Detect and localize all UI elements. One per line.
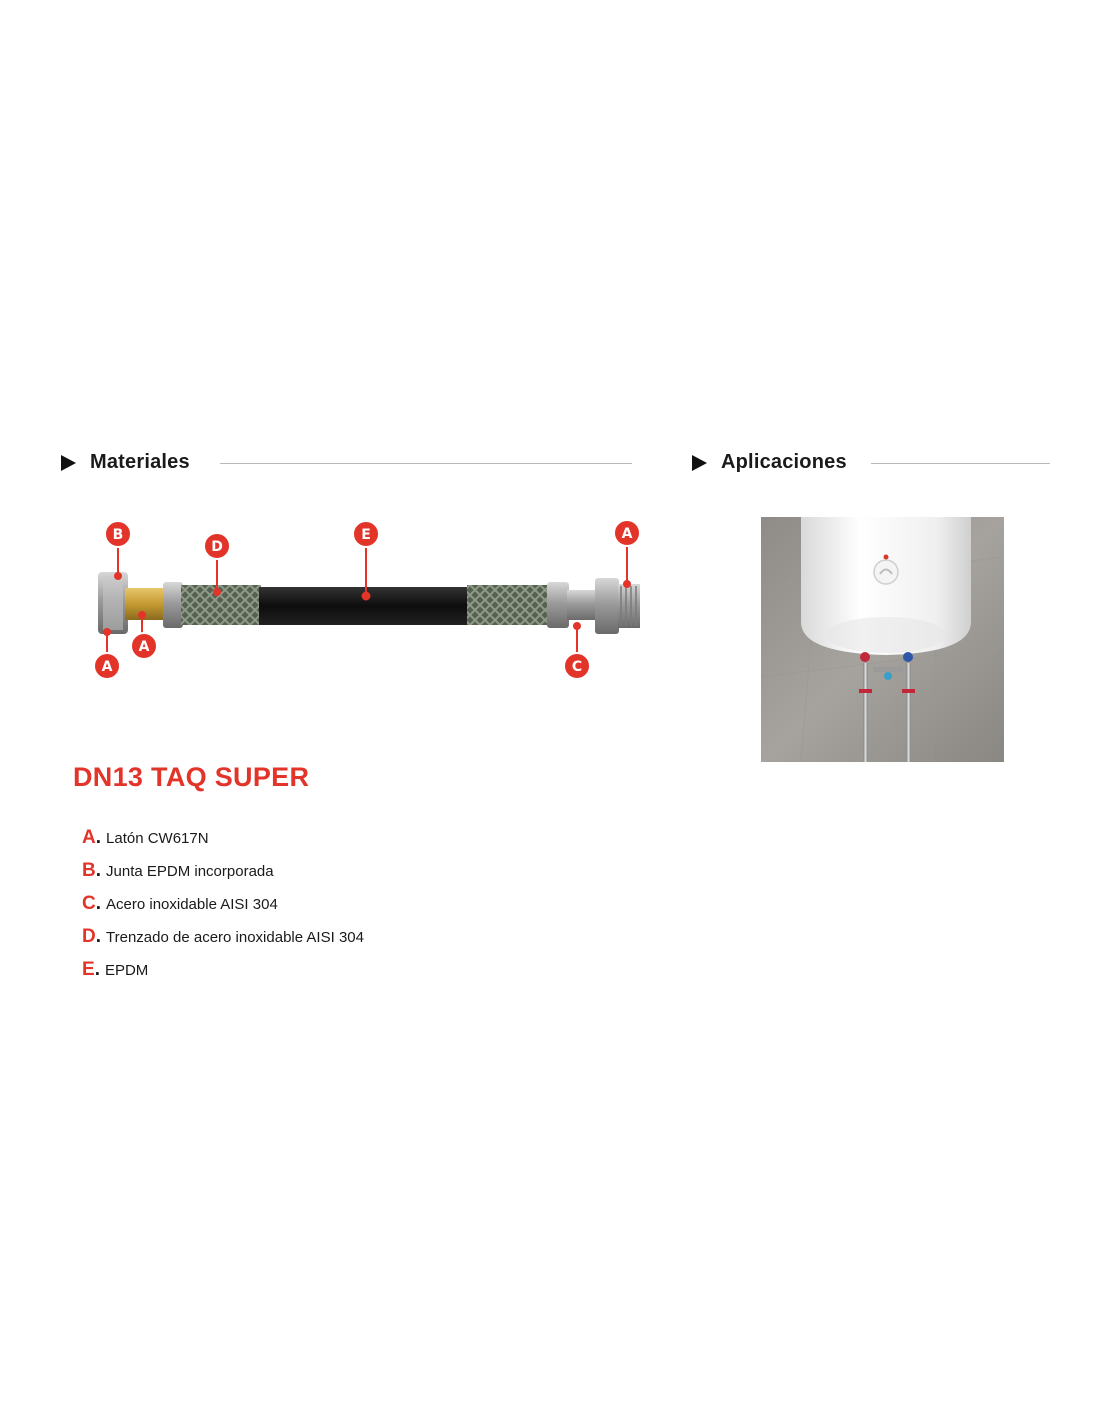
right-collar xyxy=(567,590,595,620)
callout-d xyxy=(204,533,230,559)
brass-fitting xyxy=(125,588,167,620)
svg-text:B: B xyxy=(112,527,124,543)
svg-text:E: E xyxy=(361,527,371,543)
water-heater-tank xyxy=(801,517,971,655)
play-triangle-icon xyxy=(692,455,707,471)
list-item: A . Latón CW617N xyxy=(82,827,209,848)
svg-text:A: A xyxy=(621,526,633,542)
right-crimp-ferrule xyxy=(547,582,569,628)
callout-e xyxy=(353,521,379,547)
list-item: C . Acero inoxidable AISI 304 xyxy=(82,893,278,914)
material-description: Acero inoxidable AISI 304 xyxy=(106,896,278,913)
left-braid xyxy=(181,585,261,625)
list-item: E . EPDM xyxy=(82,959,149,980)
aplicaciones-title: Aplicaciones xyxy=(721,451,847,473)
material-description: EPDM xyxy=(104,962,149,979)
materiales-divider xyxy=(220,463,632,464)
material-letter: C xyxy=(82,893,96,914)
aplicaciones-header xyxy=(692,451,847,474)
callout-a-brass xyxy=(131,633,157,659)
list-item: B . Junta EPDM incorporada xyxy=(82,860,274,881)
material-description: Latón CW617N xyxy=(106,830,209,847)
right-male-nut xyxy=(595,578,640,634)
right-braid xyxy=(467,585,549,625)
material-letter: D xyxy=(82,926,96,947)
callout-a-right xyxy=(614,520,640,546)
left-crimp-ferrule xyxy=(163,582,183,628)
hose-materials-diagram xyxy=(85,510,660,690)
svg-text:A: A xyxy=(138,639,150,655)
left-female-nut xyxy=(98,572,128,634)
materials-list xyxy=(82,827,364,992)
list-item: D . Trenzado de acero inoxidable AISI 304 xyxy=(82,926,364,947)
material-letter: E xyxy=(82,959,95,980)
play-triangle-icon xyxy=(61,455,76,471)
product-title: DN13 TAQ SUPER xyxy=(73,762,310,792)
callout-c xyxy=(564,653,590,679)
materiales-title: Materiales xyxy=(90,451,190,473)
callout-a-left-bottom xyxy=(94,653,120,679)
material-description: Trenzado de acero inoxidable AISI 304 xyxy=(106,929,364,946)
svg-text:A: A xyxy=(101,659,113,675)
material-letter: B xyxy=(82,860,96,881)
svg-text:D: D xyxy=(211,539,223,555)
callout-b xyxy=(105,521,131,547)
svg-text:C: C xyxy=(571,659,583,675)
aplicaciones-divider xyxy=(871,463,1050,464)
material-letter: A xyxy=(82,827,96,848)
water-heater-photo xyxy=(761,517,1004,762)
material-description: Junta EPDM incorporada xyxy=(106,863,274,880)
materiales-header xyxy=(61,451,190,474)
